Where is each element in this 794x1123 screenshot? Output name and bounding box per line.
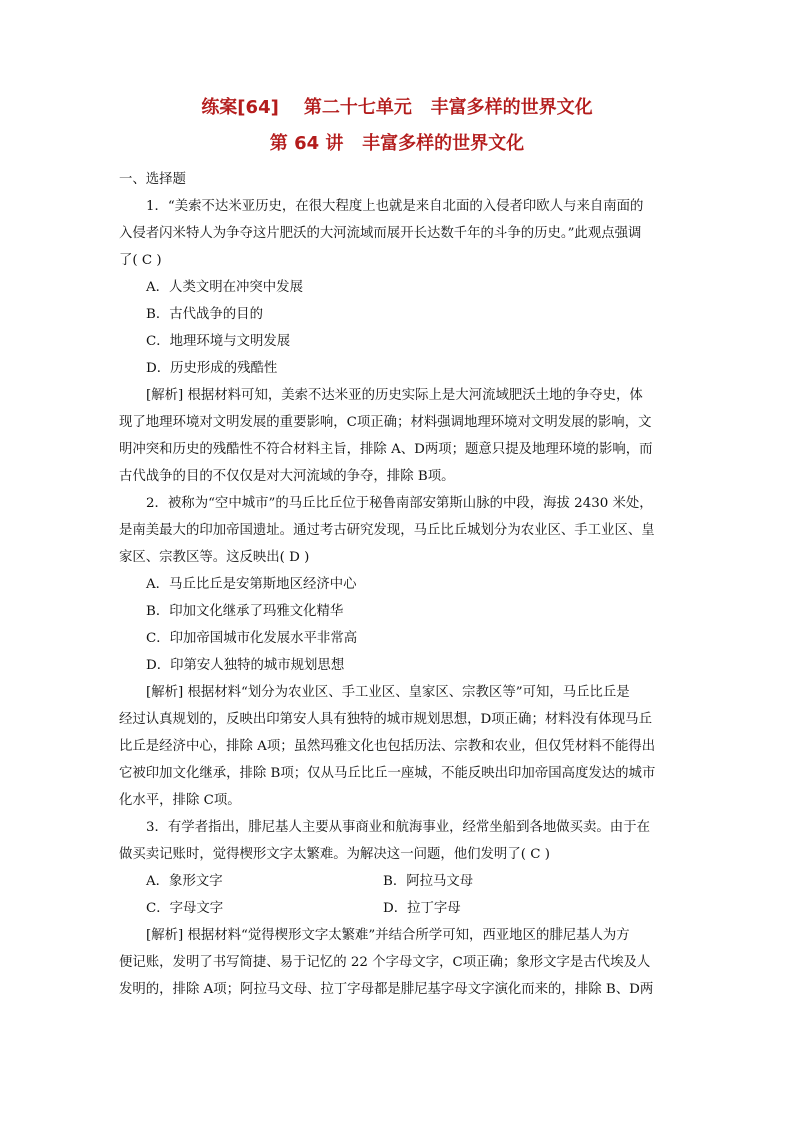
q1-analysis-line: 明冲突和历史的残酷性不符合材料主旨，排除 A、D两项；题意只提及地理环境的影响，而 (119, 442, 653, 457)
q2-stem-line: 2．被称为“空中城市”的马丘比丘位于秘鲁南部安第斯山脉的中段，海拔 2430 米处， (146, 496, 653, 511)
q3-analysis-line: [解析] 根据材料“觉得楔形文字太繁难”并结合所学可知，西亚地区的腓尼基人为方 (146, 928, 630, 943)
q2-analysis-line: 经过认真规划的，反映出印第安人具有独特的城市规划思想，D项正确；材料没有体现马丘 (119, 712, 652, 727)
q2-option-c: C．印加帝国城市化发展水平非常高 (146, 631, 358, 646)
q3-option-d: D．拉丁字母 (383, 901, 461, 916)
q3-option-c: C．字母文字 (146, 901, 224, 916)
q2-option-d: D．印第安人独特的城市规划思想 (146, 658, 345, 673)
q2-option-b: B．印加文化继承了玛雅文化精华 (146, 604, 344, 619)
q1-stem-line: 1．“美索不达米亚历史，在很大程度上也就是来自北面的入侵者印欧人与来自南面的 (146, 199, 644, 214)
q1-option-b: B．古代战争的目的 (146, 307, 263, 322)
q1-option-c: C．地理环境与文明发展 (146, 334, 291, 349)
q1-stem-line: 入侵者闪米特人为争夺这片肥沃的大河流域而展开长达数千年的斗争的历史。”此观点强调 (119, 226, 642, 241)
q1-analysis-line: [解析] 根据材料可知，美索不达米亚的历史实际上是大河流域肥沃土地的争夺史，体 (146, 388, 643, 403)
q2-stem-line: 家区、宗教区等。这反映出( D ) (119, 550, 310, 565)
q2-option-a: A．马丘比丘是安第斯地区经济中心 (146, 577, 357, 592)
q3-analysis-line: 便记账，发明了书写简捷、易于记忆的 22 个字母文字，C项正确；象形文字是古代埃及人 (119, 955, 651, 970)
unit-title: 练案[64] 第二十七单元 丰富多样的世界文化 (201, 97, 593, 118)
q1-option-a: A．人类文明在冲突中发展 (146, 280, 303, 295)
q1-option-d: D．历史形成的残酷性 (146, 361, 278, 376)
q3-options-row (119, 895, 679, 922)
q1-analysis-line: 现了地理环境对文明发展的重要影响，C项正确；材料强调地理环境对文明发展的影响，文 (119, 415, 652, 430)
q3-option-b: B．阿拉马文母 (383, 874, 474, 889)
q2-analysis-line: [解析] 根据材料“划分为农业区、手工业区、皇家区、宗教区等”可知，马丘比丘是 (146, 685, 630, 700)
q2-stem-line: 是南美最大的印加帝国遗址。通过考古研究发现，马丘比丘城划分为农业区、手工业区、皇 (119, 523, 655, 538)
q3-stem-line: 3．有学者指出，腓尼基人主要从事商业和航海事业，经常坐船到各地做买卖。由于在 (146, 820, 650, 835)
q3-stem-line: 做买卖记账时，觉得楔形文字太繁难。为解决这一问题，他们发明了( C ) (119, 847, 550, 862)
q3-options-row (119, 868, 679, 895)
q2-analysis-line: 化水平，排除 C项。 (119, 793, 241, 808)
q1-analysis-line: 古代战争的目的不仅仅是对大河流域的争夺，排除 B项。 (119, 469, 455, 484)
q1-stem-line: 了( C ) (119, 253, 162, 268)
question-body (119, 166, 679, 1003)
q2-analysis-line: 它被印加文化继承，排除 B项；仅从马丘比丘一座城，不能反映出印加帝国高度发达的城市 (119, 766, 656, 781)
q3-analysis-line: 发明的，排除 A项；阿拉马文母、拉丁字母都是腓尼基字母文字演化而来的，排除 B、D两 (119, 982, 654, 997)
section-heading: 一、选择题 (119, 172, 186, 187)
lecture-title: 第 64 讲 丰富多样的世界文化 (269, 133, 525, 154)
q3-option-a: A．象形文字 (146, 874, 223, 889)
q2-analysis-line: 比丘是经济中心，排除 A项；虽然玛雅文化也包括历法、宗教和农业，但仅凭材料不能得出 (119, 739, 656, 754)
